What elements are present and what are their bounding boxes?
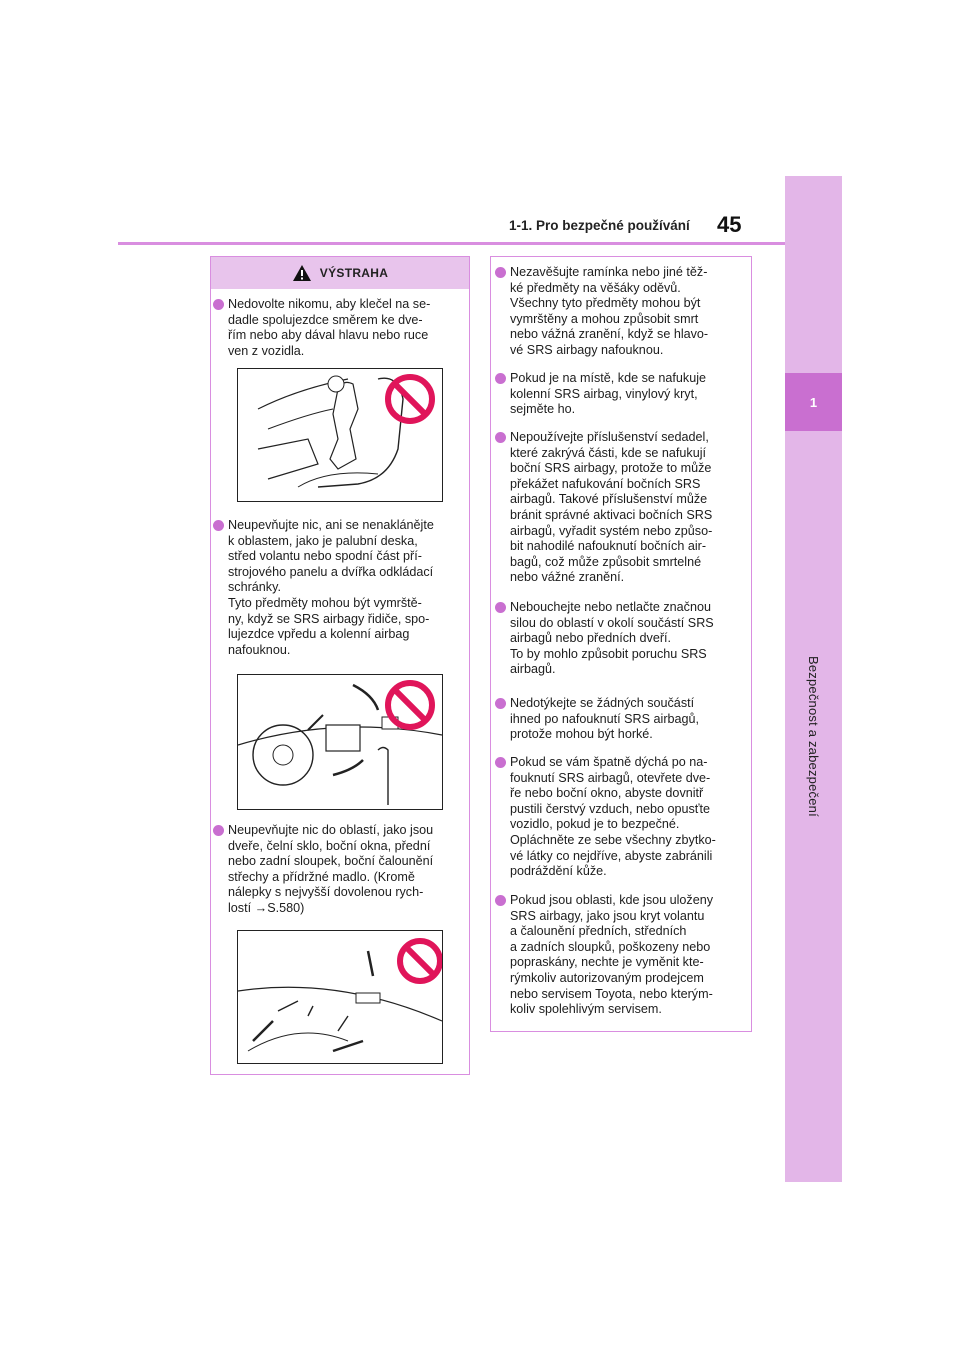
warning-panel-right [490,256,752,1032]
list-item [510,265,750,359]
list-item [228,823,468,917]
bullet-icon [495,432,506,443]
bullet-icon [495,602,506,613]
list-item [510,893,750,1018]
list-item [510,600,750,678]
bullet-icon [213,299,224,310]
chapter-number: 1 [785,373,842,431]
chapter-side-tab [785,176,842,1182]
list-item-text: Pokud jsou oblasti, kde jsou uloženy SRS airbagy, jako jsou kryt volantu a čalounění předních, středních a zadních sloupků, poškozeny nebo popraskány, nechte je vyměnit kte- rýmkoliv autorizovaným prodejcem nebo servisem Toyota, nebo kterým- koliv spolehlivým servisem. [510,893,714,1017]
list-item-text: Neupevňujte nic do oblastí, jako jsou dveře, čelní sklo, boční okna, přední nebo zadní sloupek, boční čalounění střechy a přídržné madlo. (Kromě nálepky s nejvyšší dovolenou rych- lostí →S.580) [228,823,434,915]
list-item-text: Pokud se vám špatně dýchá po na- fouknutí SRS airbagů, otevřete dve- ře nebo boční okno, abyste dovnitř pustili čerstvý vzduch, nebo opusťte vozidlo, pokud je to bezpečné. Opláchněte ze sebe všechny zbytko- vé látky co nejdříve, abyste zabránili podráždění kůže. [510,755,716,879]
bullet-icon [213,520,224,531]
header-divider [118,242,785,245]
bullet-icon [495,757,506,768]
list-item-text: Pokud je na místě, kde se nafukuje kolenní SRS airbag, vinylový kryt, sejměte ho. [510,371,707,417]
warning-panel-left [210,256,470,1075]
warning-title: VÝSTRAHA [319,266,389,280]
list-item-text: Nedotýkejte se žádných součástí ihned po nafouknutí SRS airbagů, protože mohou být horké. [510,696,700,742]
bullet-icon [495,698,506,709]
warning-header [211,257,469,289]
list-item-text: Nezavěšujte ramínka nebo jiné těž- ké předměty na věšáky oděvů. Všechny tyto předměty mohou být vymrštěny a mohou způsobit smrt nebo vážná zranění, když se hlavo- vé SRS airbagy nafouknou. [510,265,709,357]
illustration-kneeling-passenger [237,368,443,502]
list-item [228,297,468,359]
illustration-interior-pillars [237,930,443,1064]
bullet-icon [213,825,224,836]
list-item [510,371,750,418]
bullet-icon [495,267,506,278]
list-item [510,430,750,586]
section-title: 1-1. Pro bezpečné používání [509,218,690,233]
warning-triangle-icon [292,264,312,282]
illustration-dashboard [237,674,443,810]
list-item-text: Nedovolte nikomu, aby klečel na se- dadle spolujezdce směrem ke dve- řím nebo aby dával hlavu nebo ruce ven z vozidla. [228,297,431,358]
list-item-text: Nebouchejte nebo netlačte značnou silou do oblastí v okolí součástí SRS airbagů nebo předních dveří. To by mohlo způsobit poruchu SRS airbagů. [510,600,714,677]
bullet-icon [495,895,506,906]
list-item [228,518,468,658]
page-number: 45 [717,212,742,237]
chapter-name: Bezpečnost a zabezpečení [806,655,821,817]
list-item-text: Nepoužívejte příslušenství sedadel, které zakrývá části, kde se nafukují boční SRS airbagy, protože to může překážet nafukování bočních SRS airbagů. Takové příslušenství může bránit správné aktivaci bočních SRS airbagů, vyřadit systém nebo způso- bit nahodilé nafouknutí bočních air- bagů, což může způsobit smrtelné nebo vážné zranění. [510,430,713,585]
list-item [510,755,750,880]
bullet-icon [495,373,506,384]
list-item-text: Neupevňujte nic, ani se nenaklánějte k oblastem, jako je palubní deska, střed volantu nebo spodní část pří- strojového panelu a dvířka odkládací schránky. Tyto předměty mohou být vymrště- ny, když se SRS airbagy řidiče, spo- lujezdce vpředu a kolenní airbag nafouknou. [228,518,434,657]
list-item [510,696,750,743]
